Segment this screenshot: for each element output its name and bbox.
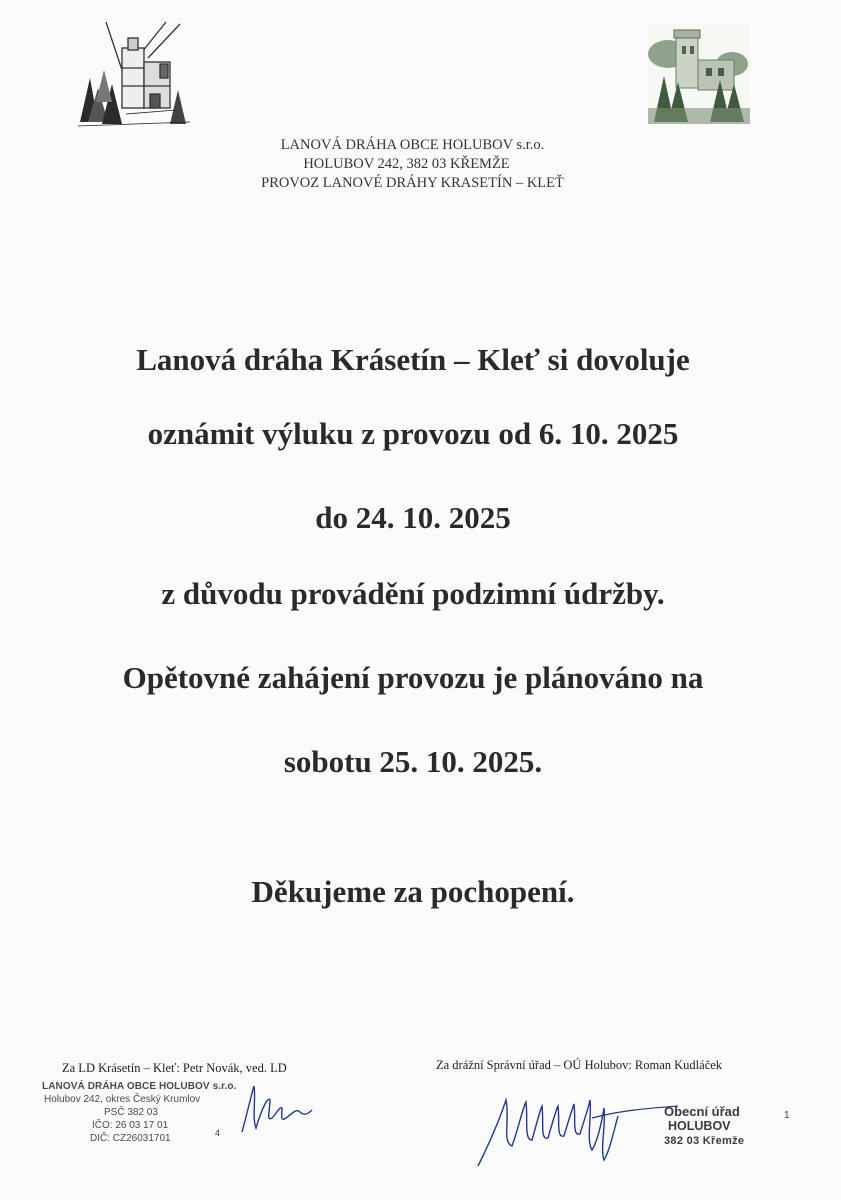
company-stamp bbox=[42, 1080, 242, 1145]
stamp-dic: DIČ: CZ26031701 bbox=[90, 1133, 171, 1144]
right-handwritten-signature bbox=[472, 1080, 682, 1170]
stamp-office-name: Obecní úřad bbox=[664, 1104, 740, 1119]
company-address: HOLUBOV 242, 382 03 KŘEMŽE bbox=[303, 156, 510, 172]
right-signatory-title: Za drážní Správní úřad – OÚ Holubov: Roman Kudláček bbox=[436, 1058, 723, 1072]
left-handwritten-signature bbox=[234, 1078, 314, 1138]
operation-name: PROVOZ LANOVÉ DRÁHY KRASETÍN – KLEŤ bbox=[261, 175, 564, 191]
thank-you-line: Děkujeme za pochopení. bbox=[251, 874, 575, 909]
notice-line-2: oznámit výluku z provozu od 6. 10. 2025 bbox=[147, 416, 679, 451]
stamp-number-right: 1 bbox=[784, 1110, 790, 1121]
notice-line-6: sobotu 25. 10. 2025. bbox=[283, 744, 543, 779]
stamp-postcode: PSČ 382 03 bbox=[104, 1107, 158, 1118]
cable-car-station-logo bbox=[76, 18, 194, 130]
notice-line-1: Lanová dráha Krásetín – Kleť si dovoluje bbox=[136, 342, 690, 377]
stamp-number-left: 4 bbox=[215, 1128, 221, 1138]
municipal-office-stamp bbox=[664, 1104, 794, 1149]
letterhead bbox=[0, 136, 841, 193]
stamp-postal-town: 382 03 Křemže bbox=[664, 1135, 745, 1147]
company-name: LANOVÁ DRÁHA OBCE HOLUBOV s.r.o. bbox=[280, 137, 545, 153]
notice-line-5: Opětovné zahájení provozu je plánováno na bbox=[122, 660, 704, 695]
notice-line-4: z důvodu provádění podzimní údržby. bbox=[161, 576, 665, 611]
tower-castle-logo bbox=[648, 24, 750, 124]
notice-line-3: do 24. 10. 2025 bbox=[315, 500, 511, 535]
left-signatory-title: Za LD Krásetín – Kleť: Petr Novák, ved. LD bbox=[62, 1061, 287, 1075]
stamp-ico: IČO: 26 03 17 01 bbox=[92, 1120, 169, 1131]
stamp-municipality: HOLUBOV bbox=[668, 1119, 731, 1133]
stamp-company-name: LANOVÁ DRÁHA OBCE HOLUBOV s.r.o. bbox=[42, 1081, 237, 1092]
stamp-address: Holubov 242, okres Český Krumlov bbox=[44, 1094, 201, 1105]
